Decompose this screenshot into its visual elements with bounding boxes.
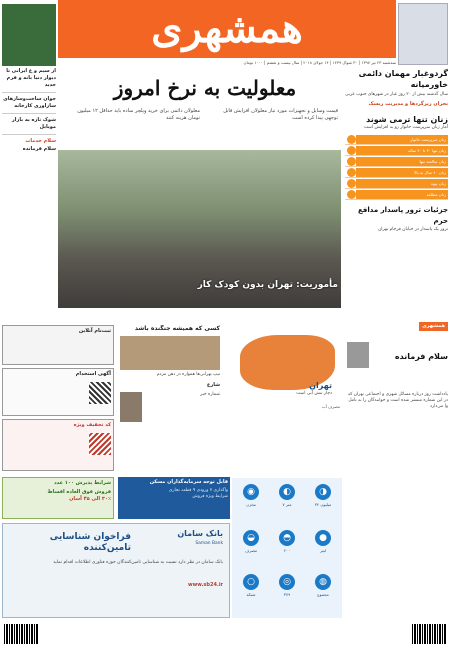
soldier-photo <box>120 336 220 370</box>
bank-brand: بانک سامان <box>177 529 223 538</box>
water-icon: ◉ <box>243 484 259 500</box>
editorial-column <box>345 312 448 618</box>
promo-line: شرایط پذیرش ۱۰۰ عدد <box>54 480 111 486</box>
side-story-1[interactable]: از سیم و ع ایرانی تا دیوار دنیا بانه و فرم جدید <box>6 68 56 88</box>
right-column <box>345 68 448 308</box>
author-avatar <box>347 342 369 368</box>
person-icon <box>347 190 356 199</box>
info-label: زنان ۶۰ سال به بالا <box>356 168 448 177</box>
info-row <box>345 156 448 167</box>
bank-brand-en: Saman Bank <box>195 541 223 546</box>
story-women-headline[interactable]: زنان تنها ترمی شوند <box>366 115 448 124</box>
person-icon <box>347 135 356 144</box>
icon-label: ۳۴ میلیون <box>314 502 332 507</box>
water-icon: ◓ <box>279 530 295 546</box>
person-icon <box>347 157 356 166</box>
photo-caption[interactable]: مأموریت: تهران بدون کودک کار <box>197 280 338 290</box>
ad-hiring[interactable] <box>2 368 114 416</box>
info-row <box>345 189 448 200</box>
middle-box-title: شارع <box>206 382 220 388</box>
water-icon: ◐ <box>279 484 295 500</box>
info-icon-cell <box>272 530 302 574</box>
water-icon: ◑ <box>315 484 331 500</box>
right-cover-thumbnail <box>398 3 448 65</box>
editorial-text: یادداشت روز درباره مسائل شهری و اجتماعی تهران که در این شماره منتشر شده است و خوانندگان را به تامل وا می‌دارد <box>347 392 448 409</box>
newspaper-logo: همشهری <box>151 5 303 52</box>
map-title: تهران <box>309 381 332 390</box>
icon-label: شبکه <box>246 592 256 597</box>
info-row <box>345 167 448 178</box>
water-icon: ◎ <box>279 574 295 590</box>
info-icon-cell <box>236 574 266 618</box>
info-row <box>345 145 448 156</box>
side-story-3[interactable]: شوک تازه به بازار موبایل <box>11 117 56 130</box>
map-label: مصرف آب <box>321 404 340 409</box>
divider <box>2 134 56 135</box>
author-photo <box>120 392 142 422</box>
info-label: زنان تنها ۳۰ تا ۴۰ ساله <box>356 146 448 155</box>
side-story-4[interactable]: سلام فرمانده <box>22 146 56 152</box>
icon-label: ۲۰۰ <box>283 548 291 553</box>
housing-ad[interactable] <box>118 477 230 519</box>
qr-code-icon <box>89 382 111 404</box>
ad-title: آگهی استخدام <box>75 371 111 377</box>
story-women-text: آمار زنان سرپرست خانوار رو به افزایش است <box>363 125 448 130</box>
ad-discount[interactable] <box>2 419 114 471</box>
promo-line: واگذاری ۷ ورودی ۹ قطعه تجاری <box>168 488 228 493</box>
info-row <box>345 134 448 145</box>
women-infographic <box>345 134 448 200</box>
divider <box>2 113 56 114</box>
story-terror-text: ترور یک پاسدار در خیابان فرجام تهران <box>378 227 448 232</box>
installment-ad[interactable] <box>2 477 114 519</box>
icon-label: مخزن <box>246 502 256 507</box>
divider <box>2 92 56 93</box>
icon-label: لیتر <box>320 548 326 553</box>
lead-subhead-right: قیمت وسایل و تجهیزات مورد نیاز معلولان افزایش قابل توجهی پیدا کرده است <box>223 108 338 121</box>
ad-text: بانک سامان در نظر دارد نسبت به شناسایی تامین‌کنندگان حوزه فناوری اطلاعات اقدام نماید <box>53 560 223 565</box>
promo-line: ۳۰٪ الی ۴۵ آسان <box>69 496 111 502</box>
left-sidebar <box>2 68 56 313</box>
side-story-2[interactable]: جوان ساخت‌وسازهای سازاوری کارخانه <box>3 96 56 109</box>
editorial-title[interactable]: سلام فرمانده <box>394 352 448 361</box>
info-icon-cell <box>308 484 338 528</box>
story-dust-headline[interactable]: گردوغبار مهمان دائمی خاورمیانه <box>358 69 448 89</box>
icon-label: مصرف <box>245 548 257 553</box>
water-icon: ○ <box>243 574 259 590</box>
person-icon <box>347 179 356 188</box>
lead-subhead-left: معلولان دائمی برای خرید ویلچر ساده باید حداقل ۱۲ میلیون تومان هزینه کنند <box>77 108 200 121</box>
water-infographic <box>232 478 342 618</box>
water-icon: ● <box>315 530 331 546</box>
promo-line: فروش فوق العاده اقساط <box>47 489 111 495</box>
story-dust-text: سال گذشته بیش از ۲۰ روز غبار در شهرهای جنوب غربی <box>345 92 448 97</box>
map-title-block <box>232 380 332 400</box>
info-icon-cell <box>236 484 266 528</box>
qr-code-icon <box>89 433 111 455</box>
info-icon-cell <box>272 484 302 528</box>
info-icon-cell <box>272 574 302 618</box>
ad-headline: فراخوان شناسایی تامین‌کننده <box>49 532 131 553</box>
person-icon <box>347 146 356 155</box>
masthead <box>58 0 396 58</box>
story-terror-headline[interactable]: جزئیات ترور پاسدار مدافع حرم <box>358 206 448 225</box>
dateline: سه‌شنبه ۲۳ تیر ۱۳۹۷ | ۳۰ شوال ۱۴۳۹ | ۱۴ جولای ۲۰۱۸ | سال بیست و ششم | ۱۰۰۰ تومان <box>243 60 396 65</box>
photo-note: تعدادی کودکان در خیابان‌های تهران <box>273 297 338 302</box>
promo-line: قابل توجه سرمایه‌گذاران مسکن <box>149 479 228 485</box>
lead-headline[interactable]: معلولیت به نرخ امروز <box>113 76 297 100</box>
info-icon-cell <box>308 530 338 574</box>
story-dust-bold[interactable]: بحران ریزگردها و مدیریت ریسک <box>368 101 448 107</box>
person-icon <box>347 168 356 177</box>
info-label: زنان سرپرست خانوار <box>356 135 448 144</box>
info-icon-cell <box>236 530 266 574</box>
icon-label: ۳۷۹ <box>283 592 291 597</box>
icon-label: مجموع <box>317 592 329 597</box>
info-label: زنان بیوه <box>356 179 448 188</box>
barcode-right <box>412 624 446 644</box>
saman-bank-ad[interactable] <box>2 523 230 618</box>
icon-label: ۷ متر <box>282 502 292 507</box>
info-icon-cell <box>308 574 338 618</box>
middle-text: تیپ تهرانی‌ها همواره در ذهن مردم <box>156 372 220 377</box>
ad-website-link[interactable]: www.sb24.ir <box>187 582 223 588</box>
left-ads <box>2 325 114 475</box>
water-icon: ◒ <box>243 530 259 546</box>
middle-column <box>120 325 220 475</box>
water-icon: ◍ <box>315 574 331 590</box>
section-label: همشهری <box>419 322 448 331</box>
left-cover-thumbnail <box>2 4 56 66</box>
map-subtitle: دچار تنش آبی است <box>296 391 332 396</box>
info-row <box>345 178 448 189</box>
info-label: زنان سالمند تنها <box>356 157 448 166</box>
ad-title: ثبت‌نام آنلاین <box>78 328 111 334</box>
barcode-left <box>4 624 38 644</box>
middle-title[interactable]: کسی که همیشه جنگنده باشد <box>134 325 220 332</box>
section-tag: سلام خدمات <box>25 138 56 144</box>
ad-title: کد تخفیف ویژه <box>73 422 111 428</box>
ad-online[interactable] <box>2 325 114 365</box>
info-label: زنان مطلقه <box>356 190 448 199</box>
promo-line: شرایط ویژه فروش <box>192 494 228 499</box>
middle-note: شماره خبر <box>200 392 220 397</box>
